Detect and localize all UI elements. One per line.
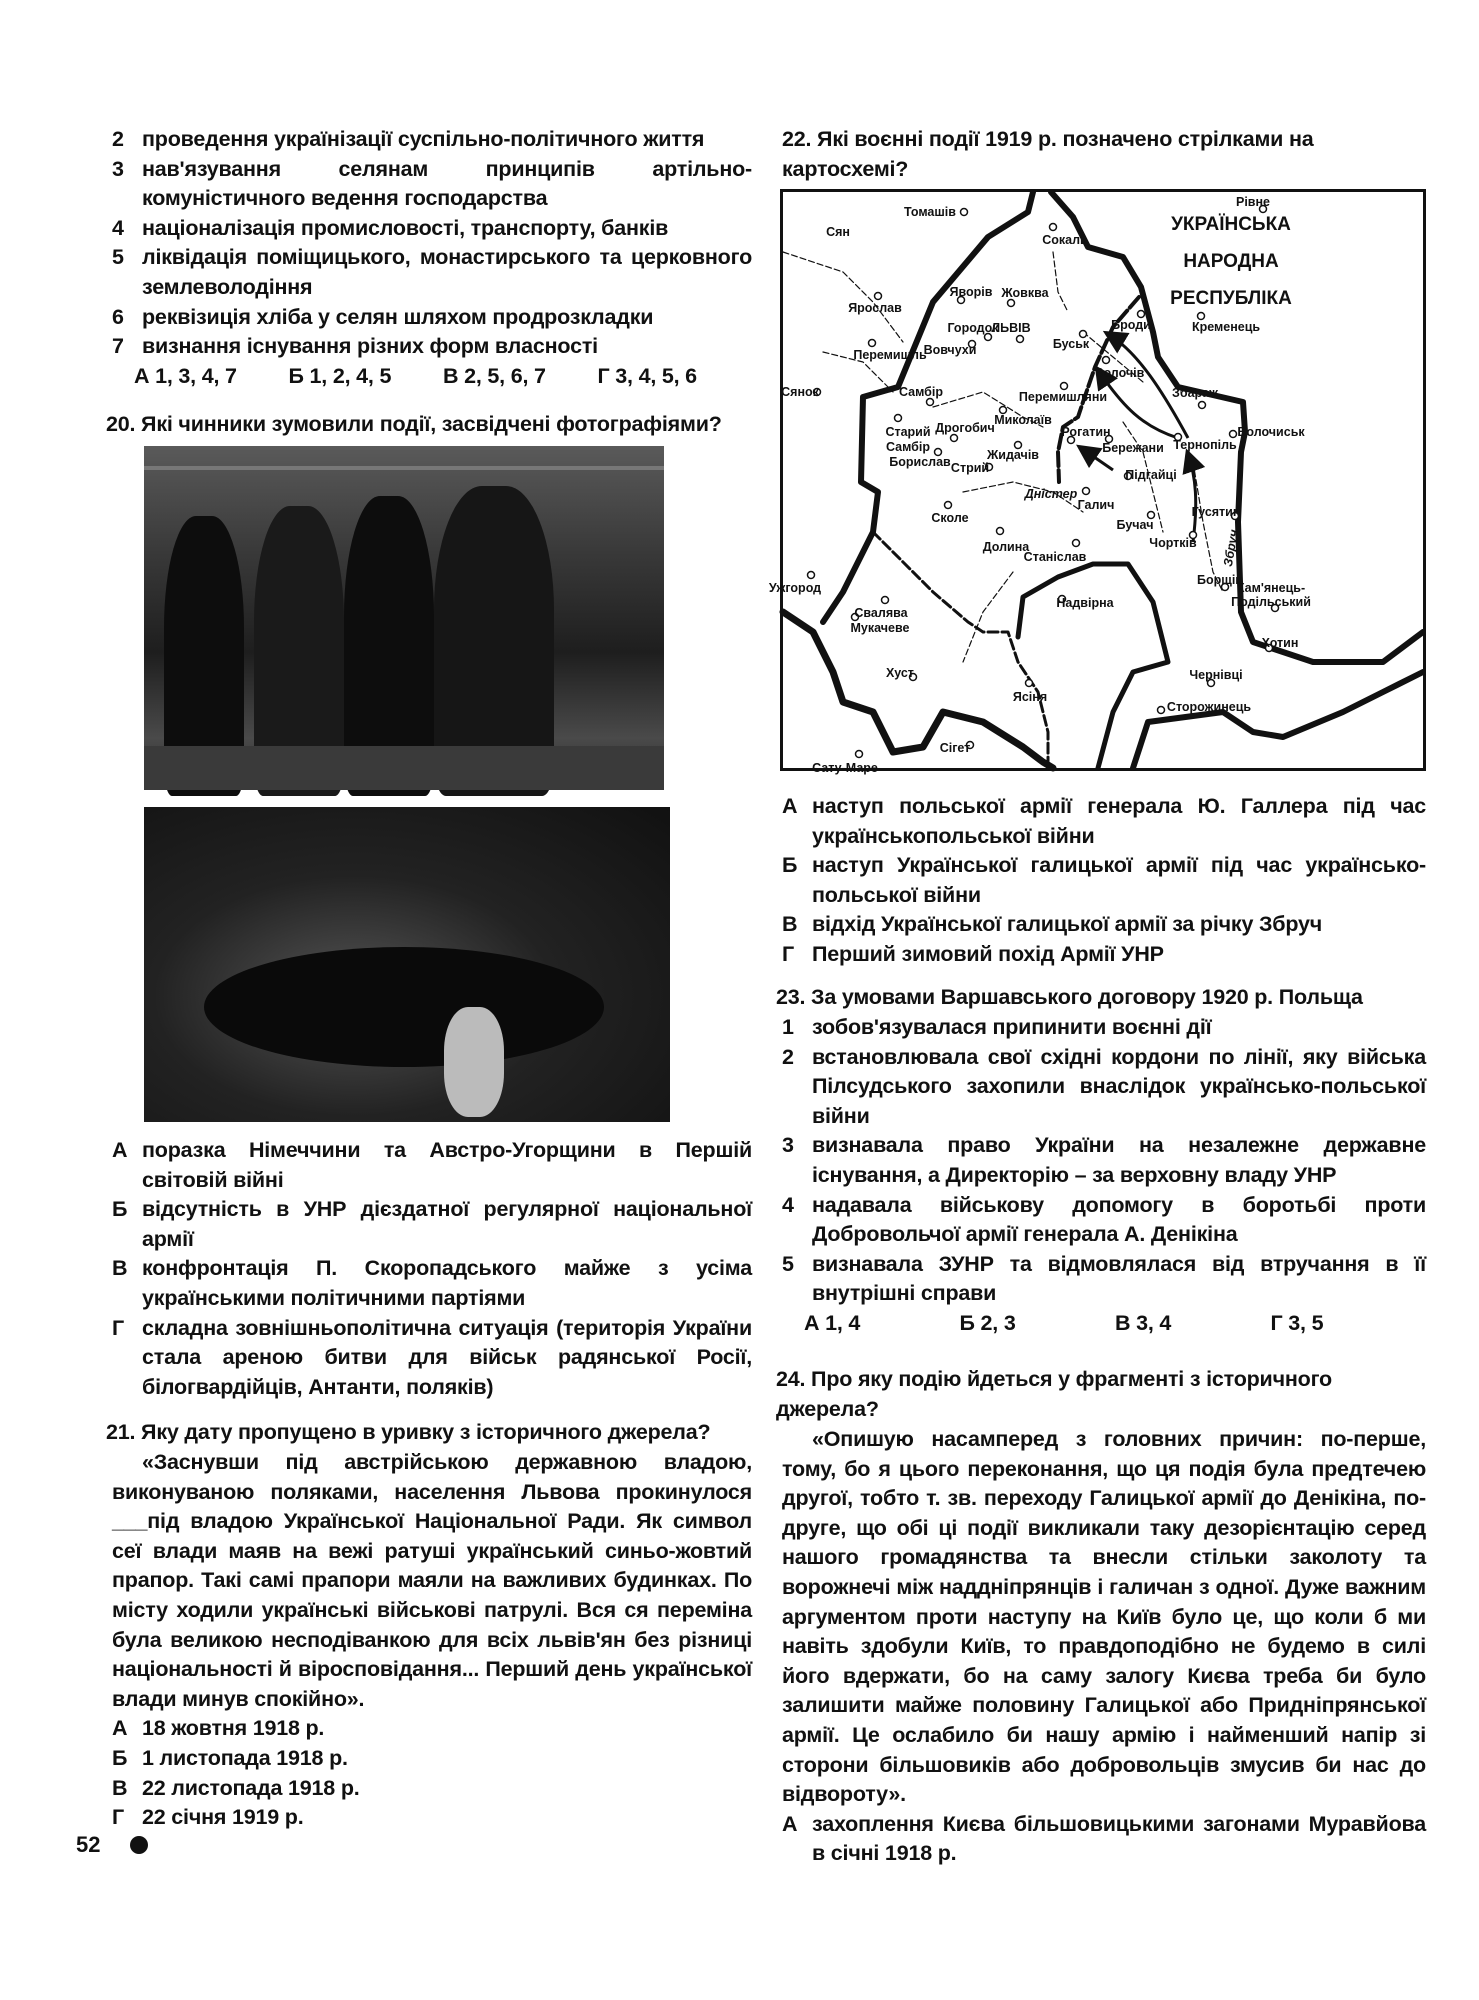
map-label: Сколе xyxy=(931,511,969,525)
q19-continuation xyxy=(112,125,752,391)
answer-b[interactable]: Б 2, 3 xyxy=(959,1310,1016,1335)
list-item xyxy=(112,332,752,362)
item-marker: Г xyxy=(112,1315,124,1340)
map-label: Мукачеве xyxy=(850,621,910,635)
map-label: Борислав xyxy=(889,455,951,469)
answer-option[interactable] xyxy=(782,851,1426,910)
answer-option[interactable] xyxy=(112,1314,752,1403)
city-marker-icon xyxy=(1061,383,1068,390)
page-number: 52 xyxy=(76,1832,101,1857)
map-label: Хуст xyxy=(886,666,914,680)
item-text: 22 січня 1919 р. xyxy=(142,1805,304,1830)
map-label: Ясіня xyxy=(1012,690,1048,704)
map-label: Сокаль xyxy=(1042,233,1088,247)
list-item xyxy=(782,1043,1426,1132)
city-marker-icon xyxy=(1199,402,1206,409)
q23-answers xyxy=(782,1309,1426,1339)
item-text: відсутність в УНР дієздатної регулярної національної армії xyxy=(142,1197,752,1251)
item-marker: 1 xyxy=(782,1015,794,1039)
map-label: Ярослав xyxy=(848,301,902,315)
city-marker-icon xyxy=(1017,336,1024,343)
answer-d[interactable]: Г 3, 4, 5, 6 xyxy=(597,363,697,388)
city-marker-icon xyxy=(961,209,968,216)
map-label: Вовчухи xyxy=(923,343,977,357)
map-label: Ужгород xyxy=(768,581,822,595)
map-label: Сянок xyxy=(781,385,819,399)
map-label: Старий xyxy=(885,425,931,439)
city-marker-icon xyxy=(1073,540,1080,547)
item-marker: В xyxy=(782,912,798,937)
answer-option[interactable] xyxy=(112,1774,752,1804)
answer-option[interactable] xyxy=(782,1810,1426,1869)
map-label: Сату-Маре xyxy=(812,761,878,775)
map-region-title: РЕСПУБЛІКА xyxy=(1170,288,1292,309)
item-marker: 2 xyxy=(782,1044,794,1069)
list-item xyxy=(112,155,752,214)
item-marker: А xyxy=(782,794,798,818)
item-text: реквізиція хліба у селян шляхом продрозкладки xyxy=(142,304,654,329)
city-marker-icon xyxy=(856,751,863,758)
city-marker-icon xyxy=(951,435,958,442)
map-label: Жидачів xyxy=(987,448,1039,462)
q19-answers xyxy=(112,362,752,392)
answer-option[interactable] xyxy=(112,1714,752,1744)
item-marker: 3 xyxy=(112,156,124,181)
city-marker-icon xyxy=(1083,488,1090,495)
item-marker: 4 xyxy=(782,1192,794,1217)
item-marker: 6 xyxy=(112,304,124,329)
item-text: надавала військову допомогу в боротьбі проти Добровольчої армії генерала А. Денікіна xyxy=(812,1192,1426,1247)
list-item xyxy=(112,243,752,302)
item-marker: 5 xyxy=(782,1251,794,1276)
q22-options xyxy=(782,792,1426,970)
map-region-title: НАРОДНА xyxy=(1183,251,1279,272)
map-label: Буськ xyxy=(1052,337,1090,351)
map-label: Підгайці xyxy=(1125,468,1177,482)
city-marker-icon xyxy=(945,502,952,509)
answer-c[interactable]: В 2, 5, 6, 7 xyxy=(443,363,546,388)
map-label: Кам'янець- xyxy=(1236,581,1306,595)
historical-map xyxy=(768,189,1426,775)
city-marker-icon xyxy=(1008,300,1015,307)
map-label: Дрогобич xyxy=(935,421,995,435)
page-bullet-icon xyxy=(130,1836,148,1854)
city-marker-icon xyxy=(927,399,934,406)
list-item xyxy=(112,214,752,244)
item-marker: Г xyxy=(782,941,794,966)
map-label: Чернівці xyxy=(1189,668,1243,682)
map-label: Перемишль xyxy=(853,348,927,362)
answer-option[interactable] xyxy=(782,792,1426,851)
map-label: Сігет xyxy=(939,741,971,755)
list-item xyxy=(112,125,752,155)
q24-body xyxy=(782,1425,1426,1869)
q21-title: 21. Яку дату пропущено в уривку з історичного джерела? xyxy=(106,1420,711,1444)
item-text: 1 листопада 1918 р. xyxy=(142,1745,348,1770)
item-text: відхід Української галицької армії за річку Збруч xyxy=(812,912,1323,937)
map-label: Збруч xyxy=(1220,528,1242,568)
item-marker: Б xyxy=(112,1197,128,1222)
map-label: Кременець xyxy=(1191,320,1261,334)
map-label: Борщів xyxy=(1197,573,1243,587)
answer-option[interactable] xyxy=(112,1195,752,1254)
answer-a[interactable]: А 1, 4 xyxy=(804,1310,861,1335)
city-marker-icon xyxy=(875,293,882,300)
map-label: Самбір xyxy=(885,440,931,454)
map-label: Миколаїв xyxy=(994,413,1052,427)
map-label: Жовква xyxy=(1001,286,1049,300)
q24-quote: «Опишую насамперед з головних причин: по-перше, тому, бо я цього переконання, що ця подія була предтечею другої, тобто т. зв. переходу Галицької армії до Денікіна, по-друге, що обі ці події викликали таку дезорієнтацію серед нашого громадянства та внесли стільки заколоту та ворожнечі між наддніпрянців і галичан з одної. Дуже важним аргументом проти наступу на Київ було це, що коли б ми навіть здобули Київ, то правдоподібно не будемо в силі його вдержати, бо на саму залогу Києва треба би було залишити майже половину Галицької або Придніпрянської армії. Це ослабило би нашу армію і найменший напір зі сторони більшовиків або добровольців змусив би нас до відвороту». xyxy=(782,1427,1426,1807)
border-dashed-transcarpathia xyxy=(873,532,1048,768)
city-marker-icon xyxy=(1050,224,1057,231)
map-label: Томашів xyxy=(904,205,956,219)
map-label: Чортків xyxy=(1149,536,1197,550)
city-marker-icon xyxy=(1230,431,1237,438)
city-marker-icon xyxy=(1198,313,1205,320)
answer-b[interactable]: Б 1, 2, 4, 5 xyxy=(288,363,392,388)
item-marker: 2 xyxy=(112,127,124,151)
city-marker-icon xyxy=(882,597,889,604)
map-label: Станіслав xyxy=(1023,550,1087,564)
item-marker: В xyxy=(112,1256,128,1281)
map-label: Стрий xyxy=(950,461,990,475)
item-text: нав'язування селянам принципів артільно-комуністичного ведення господарства xyxy=(142,156,752,211)
answer-option[interactable] xyxy=(112,1803,752,1833)
answer-option[interactable] xyxy=(112,1744,752,1774)
item-text: визнавала право України на незалежне державне існування, а Директорію – за верховну владу УНР xyxy=(812,1133,1426,1187)
map-label: Самбір xyxy=(898,385,944,399)
map-label: ЛЬВІВ xyxy=(991,321,1031,335)
item-text: проведення українізації суспільно-політичного життя xyxy=(142,127,705,151)
answer-option[interactable] xyxy=(112,1254,752,1313)
arrow-icon xyxy=(1188,454,1196,542)
item-marker: Г xyxy=(112,1805,124,1830)
map-label: Надвірна xyxy=(1056,596,1114,610)
item-text: націоналізація промисловості, транспорту, банків xyxy=(142,215,669,240)
map-label: Дністер xyxy=(1024,487,1078,501)
map-label: Сторожинець xyxy=(1166,700,1252,714)
city-marker-icon xyxy=(1026,680,1033,687)
answer-a[interactable]: А 1, 3, 4, 7 xyxy=(134,363,237,388)
q23-title: 23. За умовами Варшавського договору 1920 р. Польща xyxy=(776,985,1363,1009)
answer-option[interactable] xyxy=(112,1136,752,1195)
item-marker: Б xyxy=(112,1745,128,1770)
city-marker-icon xyxy=(1158,707,1165,714)
item-text: зобов'язувалася припинити воєнні дії xyxy=(812,1015,1212,1039)
item-text: 22 листопада 1918 р. xyxy=(142,1775,360,1800)
city-marker-icon xyxy=(1103,357,1110,364)
item-text: захоплення Києва більшовицькими загонами Муравйова в січні 1918 р. xyxy=(812,1811,1426,1866)
q21-body xyxy=(112,1448,752,1833)
answer-c[interactable]: В 3, 4 xyxy=(1115,1310,1172,1335)
map-label: Збараж xyxy=(1172,386,1218,400)
item-text: складна зовнішньополітична ситуація (територія України стала ареною битви для військ радянської Росії, білогвардійців, Антанти, поляків) xyxy=(142,1315,752,1399)
q20-options xyxy=(112,1136,752,1402)
answer-d[interactable]: Г 3, 5 xyxy=(1270,1310,1324,1335)
city-marker-icon xyxy=(869,340,876,347)
item-text: встановлювала свої східні кордони по лінії, яку війська Пілсудського захопили внаслідок українсько-польської війни xyxy=(812,1044,1426,1128)
city-marker-icon xyxy=(997,528,1004,535)
list-item xyxy=(112,303,752,333)
historical-photo-soldiers xyxy=(144,446,664,790)
answer-option[interactable] xyxy=(782,940,1426,970)
item-text: Перший зимовий похід Армії УНР xyxy=(812,941,1164,966)
item-text: конфронтація П. Скоропадського майже з усіма українськими політичними партіями xyxy=(142,1256,752,1310)
item-marker: 4 xyxy=(112,215,124,240)
item-marker: 3 xyxy=(782,1133,794,1158)
map-label: Яворів xyxy=(949,285,993,299)
item-text: визнавала ЗУНР та відмовлялася від втручання в її внутрішні справи xyxy=(812,1251,1426,1306)
q21-quote: «Заснувши під австрійською державною владою, виконуваною поляками, населення Львова прокинулося ___під владою Української Національної Ради. Як символ сеї влади маяв на вежі ратуші український синьо-жовтий прапор. Такі самі прапори маяли на важливих будинках. По місту ходили українські військові патрулі. Вся ся переміна була великою несподіванкою для всіх львів'ян без різниці національності й віросповідання... Перший день української влади минув спокійно». xyxy=(112,1450,752,1711)
item-marker: А xyxy=(782,1811,798,1836)
map-label: Сян xyxy=(826,225,850,239)
map-label: Рівне xyxy=(1236,195,1270,209)
historical-photo-crowd xyxy=(144,807,670,1122)
border-bukovina xyxy=(1133,672,1423,768)
map-label: Перемишляни xyxy=(1018,390,1108,404)
q20-title: 20. Які чинники зумовили події, засвідчені фотографіями? xyxy=(106,412,722,436)
map-label: Броди xyxy=(1111,318,1151,332)
item-marker: А xyxy=(112,1138,128,1162)
map-label: Хотин xyxy=(1261,636,1299,650)
q24-title: 24. Про яку подію йдеться у фрагменті з історичного джерела? xyxy=(776,1367,1332,1421)
map-label: Бучач xyxy=(1116,518,1154,532)
answer-option[interactable] xyxy=(782,910,1426,940)
list-item xyxy=(782,1013,1426,1043)
map-label: Свалява xyxy=(854,606,908,620)
city-marker-icon xyxy=(895,415,902,422)
map-svg xyxy=(768,192,1423,775)
item-marker: Б xyxy=(782,853,798,878)
item-marker: В xyxy=(112,1775,128,1800)
city-marker-icon xyxy=(808,572,815,579)
map-label: Тернопіль xyxy=(1173,438,1237,452)
map-region-title: УКРАЇНСЬКА xyxy=(1171,214,1291,235)
item-marker: 5 xyxy=(112,245,124,270)
q22-title: 22. Які воєнні події 1919 р. позначено стрілками на картосхемі? xyxy=(782,127,1314,181)
item-text: поразка Німеччини та Австро-Угорщини в Першій світовій війні xyxy=(142,1138,752,1192)
item-marker: А xyxy=(112,1716,128,1741)
item-marker: 7 xyxy=(112,334,124,359)
map-label: Подільський xyxy=(1231,595,1311,609)
item-text: наступ Української галицької армії під час українсько-польської війни xyxy=(812,853,1426,907)
map-label: Городок xyxy=(947,321,999,335)
map-label: Бережани xyxy=(1102,441,1164,455)
map-label: Долина xyxy=(982,540,1030,554)
map-label: Золочів xyxy=(1095,366,1145,380)
map-labels xyxy=(769,195,1311,775)
item-text: наступ польської армії генерала Ю. Галлера під час українськопольської війни xyxy=(812,794,1426,848)
map-label: Галич xyxy=(1077,498,1115,512)
item-text: визнання існування різних форм власності xyxy=(142,334,598,359)
map-label: Гусятин xyxy=(1191,505,1241,519)
city-marker-icon xyxy=(1138,311,1145,318)
list-item xyxy=(782,1250,1426,1309)
list-item xyxy=(782,1191,1426,1250)
list-item xyxy=(782,1131,1426,1190)
item-text: 18 жовтня 1918 р. xyxy=(142,1716,325,1741)
item-text: ліквідація поміщицького, монастирського та церковного землеволодіння xyxy=(142,245,752,299)
map-label: Рогатин xyxy=(1061,425,1111,439)
map-label: Волочиськ xyxy=(1237,425,1305,439)
q23-body xyxy=(782,1013,1426,1339)
